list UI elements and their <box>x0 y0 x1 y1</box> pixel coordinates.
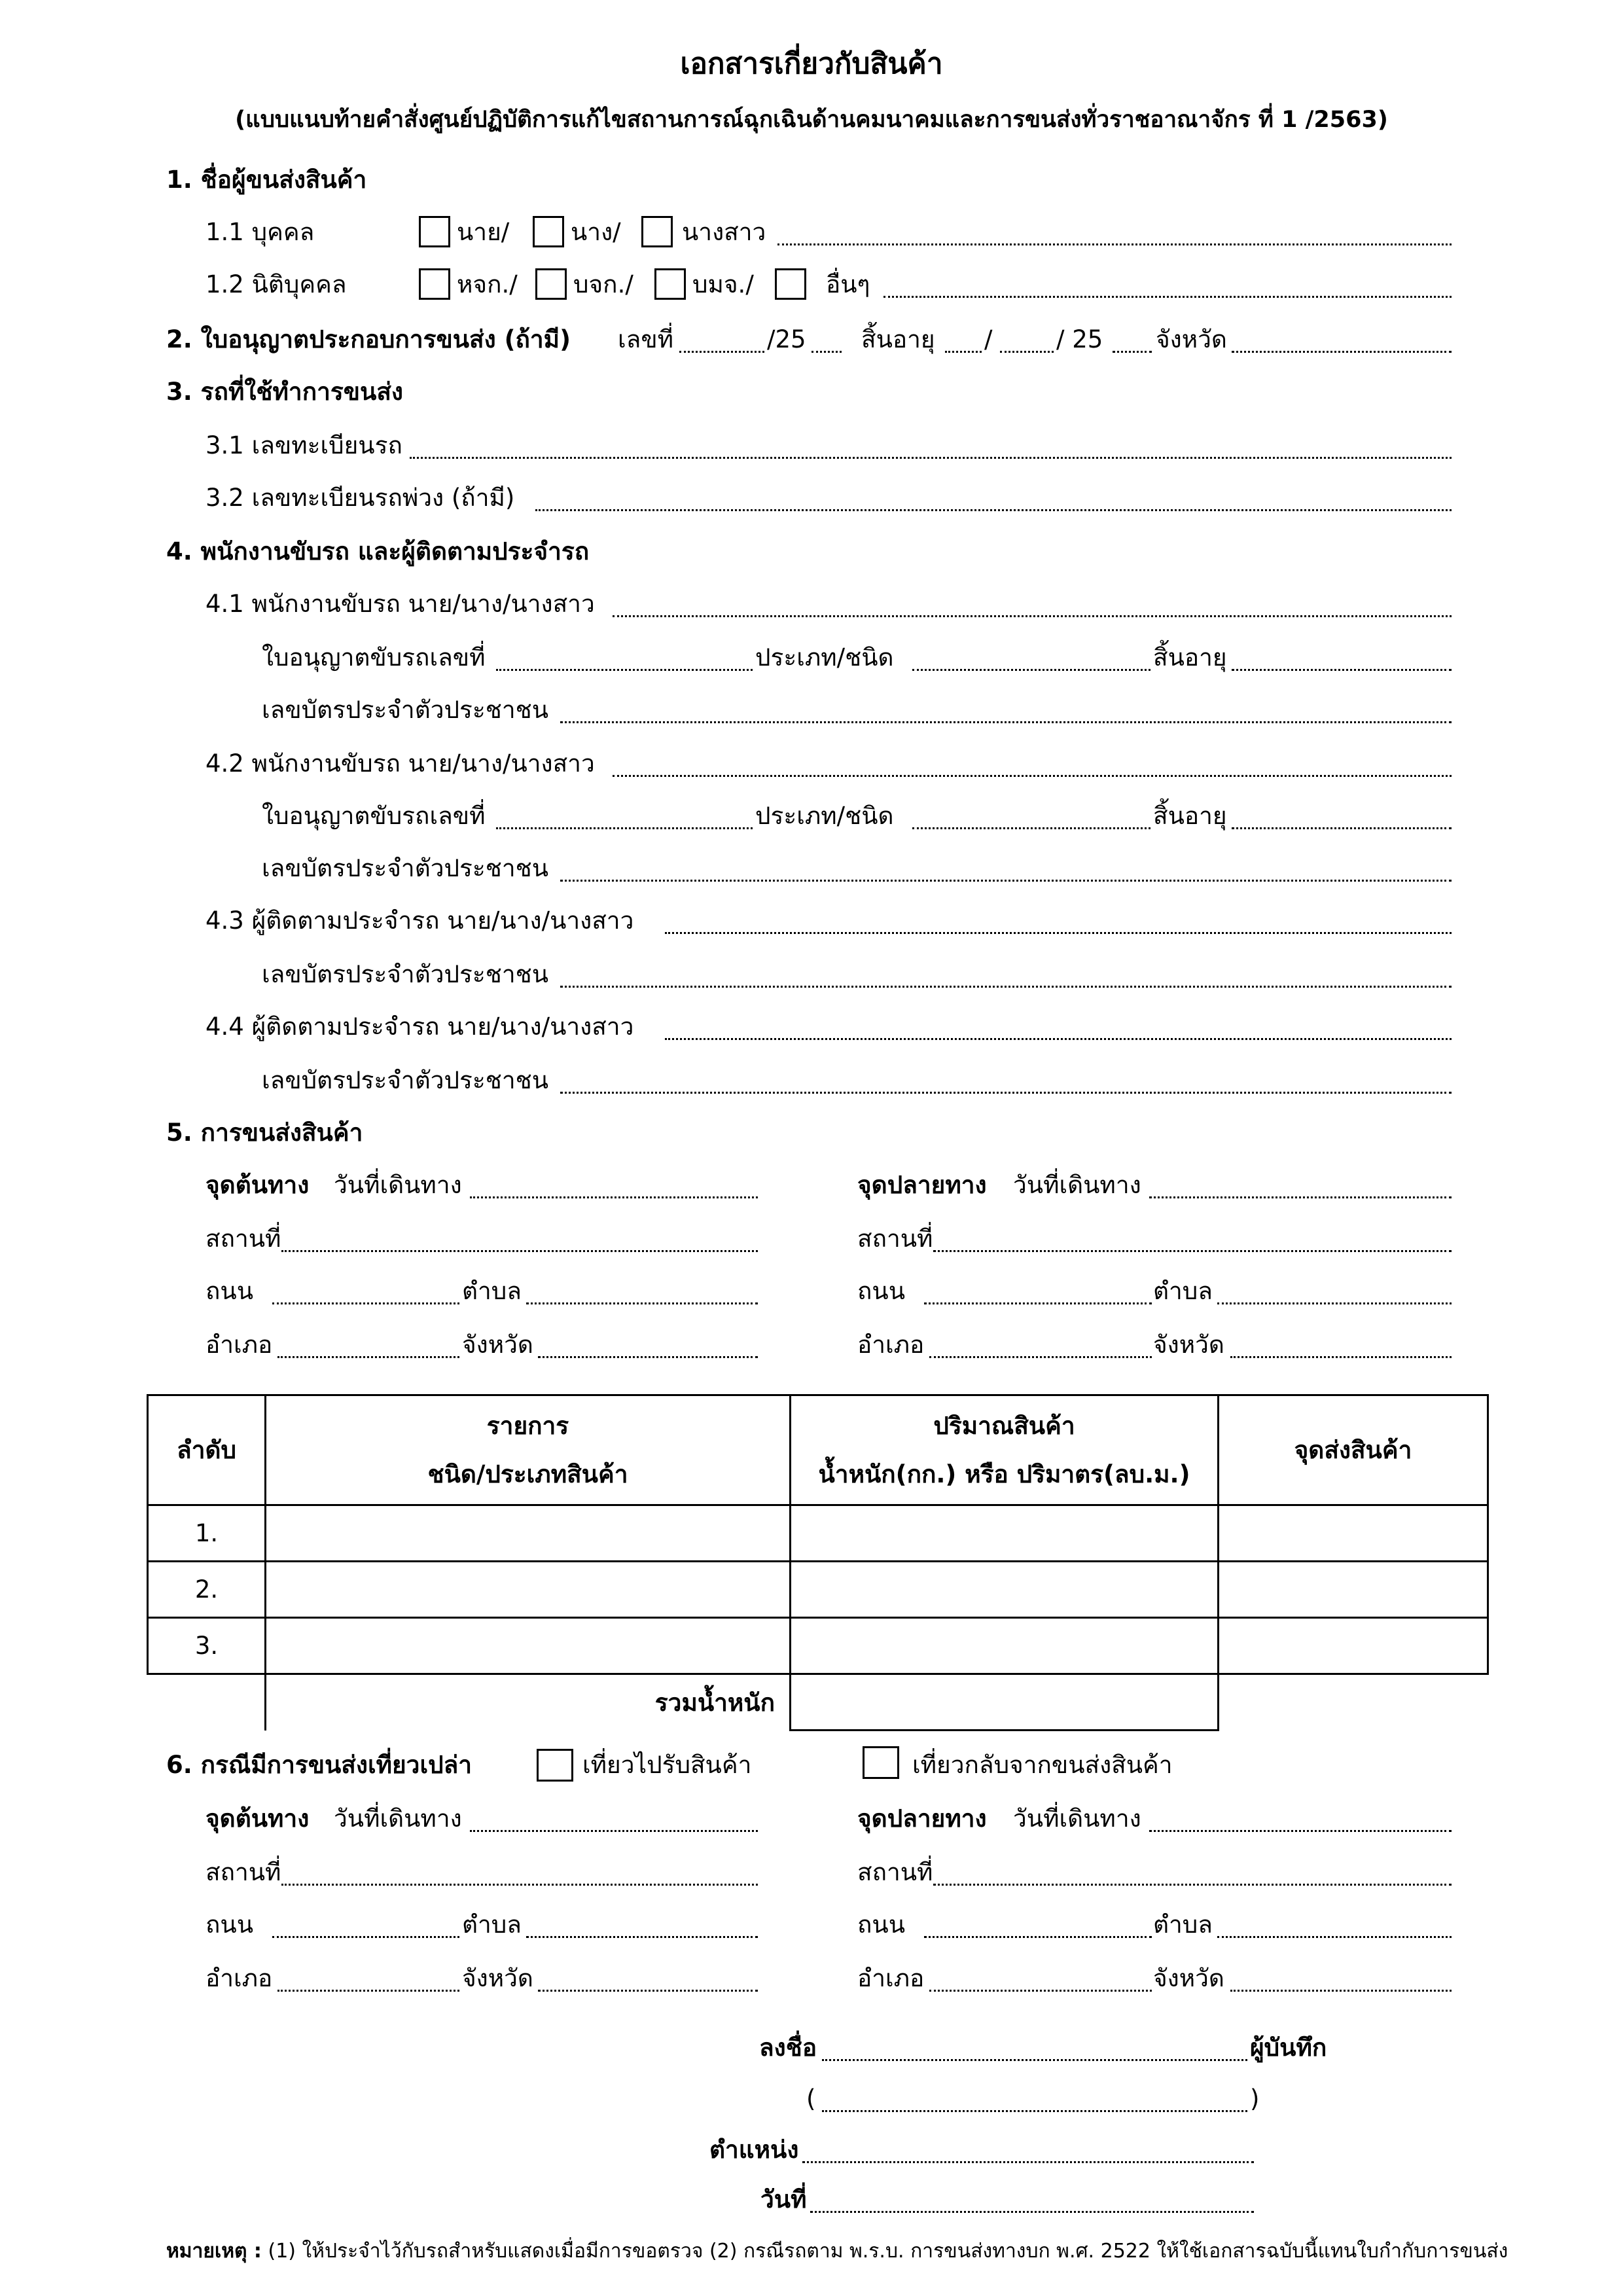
section-5-heading: 5. การขนส่งสินค้า <box>166 1119 363 1147</box>
opt-trip-go: เที่ยวไปรับสินค้า <box>582 1751 752 1779</box>
checkbox-mrs[interactable] <box>533 216 564 247</box>
row-item-cell[interactable] <box>266 1505 791 1562</box>
driver2-label: 4.2 พนักงานขับรถ นาย/นาง/นางสาว <box>205 749 595 778</box>
driver2-name-field[interactable] <box>613 775 1452 777</box>
driver2-type-field[interactable] <box>912 827 1150 829</box>
table-row <box>148 1618 1488 1674</box>
s6-origin-province-field[interactable] <box>538 1990 758 1992</box>
license-expire-label: สิ้นอายุ <box>861 325 935 353</box>
s6-origin-district-label: อำเภอ <box>205 1964 273 1992</box>
s5-dest-province-label: จังหวัด <box>1153 1331 1224 1359</box>
checkbox-trip-return[interactable] <box>863 1746 899 1779</box>
s5-origin-province-label: จังหวัด <box>462 1331 533 1359</box>
s5-origin-subdistrict-label: ตำบล <box>462 1277 522 1305</box>
table-row <box>148 1505 1488 1562</box>
license-province-label: จังหวัด <box>1156 325 1227 353</box>
row-item-cell[interactable] <box>266 1618 791 1674</box>
s5-origin-place-label: สถานที่ <box>205 1225 281 1253</box>
s6-dest-district-label: อำเภอ <box>857 1964 925 1992</box>
checkbox-miss[interactable] <box>641 216 673 247</box>
s6-origin-province-label: จังหวัด <box>462 1964 533 1992</box>
section-6-heading: 6. กรณีมีการขนส่งเที่ยวเปล่า <box>166 1751 473 1779</box>
opt-public-company: บมจ./ <box>692 270 754 298</box>
col-item-header-line1: รายการ <box>486 1411 569 1440</box>
note-text: (1) ให้ประจำไว้กับรถสำหรับแสดงเมื่อมีการขอตรวจ (2) กรณีรถตาม พ.ร.บ. การขนส่งทางบก พ.ศ. 2522 ให้ใช้เอกสารฉบับนี้แทนใบกำกับการขนส่ง <box>268 2240 1508 2263</box>
s6-origin-date-label: วันที่เดินทาง <box>334 1804 462 1833</box>
row-item-cell[interactable] <box>266 1562 791 1618</box>
driver1-name-field[interactable] <box>613 615 1452 617</box>
s5-origin-district-label: อำเภอ <box>205 1331 273 1359</box>
col-item-header <box>266 1395 791 1505</box>
sign-label: ลงชื่อ <box>759 2034 817 2062</box>
opt-miss: นางสาว <box>682 218 766 246</box>
checkbox-company[interactable] <box>535 268 567 300</box>
s6-dest-district-field[interactable] <box>929 1990 1152 1992</box>
name-close-paren: ) <box>1250 2085 1260 2113</box>
expire-month-field[interactable] <box>1000 351 1054 353</box>
expire-year: / 25 <box>1056 325 1103 353</box>
driver2-license-label: ใบอนุญาตขับรถเลขที่ <box>262 802 486 830</box>
col-seq-header: ลำดับ <box>148 1395 266 1505</box>
s6-dest-road-field[interactable] <box>924 1936 1152 1938</box>
row-point-cell[interactable] <box>1219 1505 1488 1562</box>
juristic-label: 1.2 นิติบุคคล <box>205 270 347 298</box>
s5-origin-district-field[interactable] <box>277 1356 459 1358</box>
row-point-cell[interactable] <box>1219 1562 1488 1618</box>
opt-company: บจก./ <box>573 270 633 298</box>
driver2-expire-field[interactable] <box>1232 827 1452 829</box>
table-total-row <box>148 1674 1488 1731</box>
s6-dest-place-field[interactable] <box>933 1884 1452 1886</box>
row-qty-cell[interactable] <box>791 1505 1219 1562</box>
person-label: 1.1 บุคคล <box>205 218 315 246</box>
assist2-id-field[interactable] <box>560 1092 1452 1094</box>
driver2-expire-label: สิ้นอายุ <box>1153 802 1227 830</box>
s5-dest-label: จุดปลายทาง <box>857 1171 987 1199</box>
section-3-heading: 3. รถที่ใช้ทำการขนส่ง <box>166 378 403 406</box>
row-qty-cell[interactable] <box>791 1562 1219 1618</box>
opt-mr: นาย/ <box>457 218 510 246</box>
section-4-heading: 4. พนักงานขับรถ และผู้ติดตามประจำรถ <box>166 537 590 565</box>
s6-origin-date-field[interactable] <box>470 1830 758 1832</box>
s6-dest-subdistrict-label: ตำบล <box>1153 1910 1213 1939</box>
s6-dest-province-label: จังหวัด <box>1153 1964 1224 1992</box>
row-point-cell[interactable] <box>1219 1618 1488 1674</box>
s5-dest-province-field[interactable] <box>1230 1356 1452 1358</box>
expire-year-field[interactable] <box>1113 351 1152 353</box>
s6-dest-place-label: สถานที่ <box>857 1858 933 1886</box>
col-qty-header-line1: ปริมาณสินค้า <box>933 1411 1075 1440</box>
assist2-name-field[interactable] <box>665 1038 1452 1040</box>
expire-day-field[interactable] <box>945 351 982 353</box>
table-row <box>148 1562 1488 1618</box>
s6-dest-road-label: ถนน <box>857 1910 905 1939</box>
assist2-label: 4.4 ผู้ติดตามประจำรถ นาย/นาง/นางสาว <box>205 1013 634 1041</box>
opt-mrs: นาง/ <box>571 218 621 246</box>
s5-origin-date-field[interactable] <box>470 1196 758 1198</box>
goods-table <box>147 1394 1489 1731</box>
recorder-label: ผู้บันทึก <box>1250 2034 1327 2062</box>
opt-other: อื่นๆ <box>826 270 870 298</box>
s6-origin-subdistrict-label: ตำบล <box>462 1910 522 1939</box>
s5-dest-district-label: อำเภอ <box>857 1331 925 1359</box>
s5-origin-subdistrict-field[interactable] <box>526 1302 758 1304</box>
s5-origin-province-field[interactable] <box>538 1356 758 1358</box>
driver1-type-field[interactable] <box>912 669 1150 671</box>
plate-field[interactable] <box>410 457 1452 459</box>
s5-dest-place-field[interactable] <box>933 1250 1452 1252</box>
s5-dest-subdistrict-field[interactable] <box>1217 1302 1452 1304</box>
driver2-license-field[interactable] <box>496 827 753 829</box>
s5-origin-road-label: ถนน <box>205 1277 253 1305</box>
driver1-license-field[interactable] <box>496 669 753 671</box>
signer-name-field[interactable] <box>822 2110 1247 2112</box>
s5-dest-road-label: ถนน <box>857 1277 905 1305</box>
s5-dest-road-field[interactable] <box>924 1302 1152 1304</box>
s5-origin-date-label: วันที่เดินทาง <box>334 1171 462 1199</box>
note-line <box>166 2237 1508 2266</box>
driver1-type-label: ประเภท/ชนิด <box>755 643 894 672</box>
license-no-label: เลขที่ <box>618 325 674 353</box>
assist1-label: 4.3 ผู้ติดตามประจำรถ นาย/นาง/นางสาว <box>205 906 634 935</box>
s5-origin-label: จุดต้นทาง <box>205 1171 310 1199</box>
row-seq: 3. <box>148 1618 266 1674</box>
s5-dest-subdistrict-label: ตำบล <box>1153 1277 1213 1305</box>
date-field[interactable] <box>810 2211 1254 2213</box>
assist1-name-field[interactable] <box>665 932 1452 934</box>
row-seq: 1. <box>148 1505 266 1562</box>
s5-origin-place-field[interactable] <box>281 1250 758 1252</box>
table-header-row <box>148 1395 1488 1505</box>
page-title: เอกสารเกี่ยวกับสินค้า <box>680 47 943 81</box>
trailer-label: 3.2 เลขทะเบียนรถพ่วง (ถ้ามี) <box>205 484 515 512</box>
position-label: ตำแหน่ง <box>709 2136 799 2164</box>
juristic-name-field[interactable] <box>883 296 1452 298</box>
signature-field[interactable] <box>822 2059 1247 2061</box>
opt-trip-return: เที่ยวกลับจากขนส่งสินค้า <box>912 1751 1173 1779</box>
section-2-heading: 2. ใบอนุญาตประกอบการขนส่ง (ถ้ามี) <box>166 325 571 353</box>
license-province-field[interactable] <box>1232 351 1452 353</box>
assist2-id-label: เลขบัตรประจำตัวประชาชน <box>262 1066 549 1094</box>
s5-dest-district-field[interactable] <box>929 1356 1152 1358</box>
note-label: หมายเหตุ : <box>166 2240 262 2263</box>
driver1-expire-label: สิ้นอายุ <box>1153 643 1227 672</box>
checkbox-trip-go[interactable] <box>537 1749 573 1782</box>
col-qty-header <box>791 1395 1219 1505</box>
col-qty-header-line2: น้ำหนัก(กก.) หรือ ปริมาตร(ลบ.ม.) <box>818 1460 1190 1488</box>
s5-dest-place-label: สถานที่ <box>857 1225 933 1253</box>
driver1-license-label: ใบอนุญาตขับรถเลขที่ <box>262 643 486 672</box>
s6-origin-district-field[interactable] <box>277 1990 459 1992</box>
s5-origin-road-field[interactable] <box>272 1302 459 1304</box>
s6-origin-place-label: สถานที่ <box>205 1858 281 1886</box>
row-seq: 2. <box>148 1562 266 1618</box>
driver2-id-label: เลขบัตรประจำตัวประชาชน <box>262 854 549 882</box>
position-field[interactable] <box>802 2161 1254 2163</box>
driver1-id-label: เลขบัตรประจำตัวประชาชน <box>262 696 549 724</box>
s6-origin-road-field[interactable] <box>272 1936 459 1938</box>
s6-origin-label: จุดต้นทาง <box>205 1804 310 1833</box>
section-1-heading: 1. ชื่อผู้ขนส่งสินค้า <box>166 166 367 194</box>
s6-dest-date-field[interactable] <box>1149 1830 1452 1832</box>
driver1-expire-field[interactable] <box>1232 669 1452 671</box>
s6-dest-date-label: วันที่เดินทาง <box>1013 1804 1141 1833</box>
s6-origin-place-field[interactable] <box>281 1884 758 1886</box>
col-item-header-line2: ชนิด/ประเภทสินค้า <box>427 1460 628 1488</box>
opt-partnership: หจก./ <box>457 270 518 298</box>
plate-label: 3.1 เลขทะเบียนรถ <box>205 431 402 459</box>
row-qty-cell[interactable] <box>791 1618 1219 1674</box>
assist1-id-field[interactable] <box>560 986 1452 988</box>
driver2-type-label: ประเภท/ชนิด <box>755 802 894 830</box>
date-label: วันที่ <box>760 2185 807 2214</box>
s6-origin-subdistrict-field[interactable] <box>526 1936 758 1938</box>
col-point-header: จุดส่งสินค้า <box>1219 1395 1488 1505</box>
page-subtitle: (แบบแนบท้ายคำสั่งศูนย์ปฏิบัติการแก้ไขสถานการณ์ฉุกเฉินด้านคมนาคมและการขนส่งทั่วราชอาณาจักร ที่ 1 /2563) <box>235 107 1388 133</box>
s6-origin-road-label: ถนน <box>205 1910 253 1939</box>
assist1-id-label: เลขบัตรประจำตัวประชาชน <box>262 960 549 988</box>
name-open-paren: ( <box>806 2085 816 2113</box>
person-name-field[interactable] <box>777 243 1452 245</box>
s5-dest-date-field[interactable] <box>1149 1196 1452 1198</box>
license-year: /25 <box>767 325 806 353</box>
driver2-id-field[interactable] <box>560 880 1452 882</box>
license-year-field[interactable] <box>812 351 842 353</box>
total-weight-cell[interactable] <box>791 1674 1219 1731</box>
trailer-field[interactable] <box>535 509 1452 511</box>
s6-dest-subdistrict-field[interactable] <box>1217 1936 1452 1938</box>
checkbox-other[interactable] <box>775 268 806 300</box>
checkbox-mr[interactable] <box>419 216 450 247</box>
expire-slash: / <box>984 325 993 353</box>
s5-dest-date-label: วันที่เดินทาง <box>1013 1171 1141 1199</box>
s6-dest-province-field[interactable] <box>1230 1990 1452 1992</box>
checkbox-public-company[interactable] <box>654 268 686 300</box>
s6-dest-label: จุดปลายทาง <box>857 1804 987 1833</box>
driver1-id-field[interactable] <box>560 721 1452 723</box>
license-no-field[interactable] <box>679 351 764 353</box>
driver1-label: 4.1 พนักงานขับรถ นาย/นาง/นางสาว <box>205 590 595 618</box>
total-label: รวมน้ำหนัก <box>266 1674 791 1731</box>
checkbox-partnership[interactable] <box>419 268 450 300</box>
